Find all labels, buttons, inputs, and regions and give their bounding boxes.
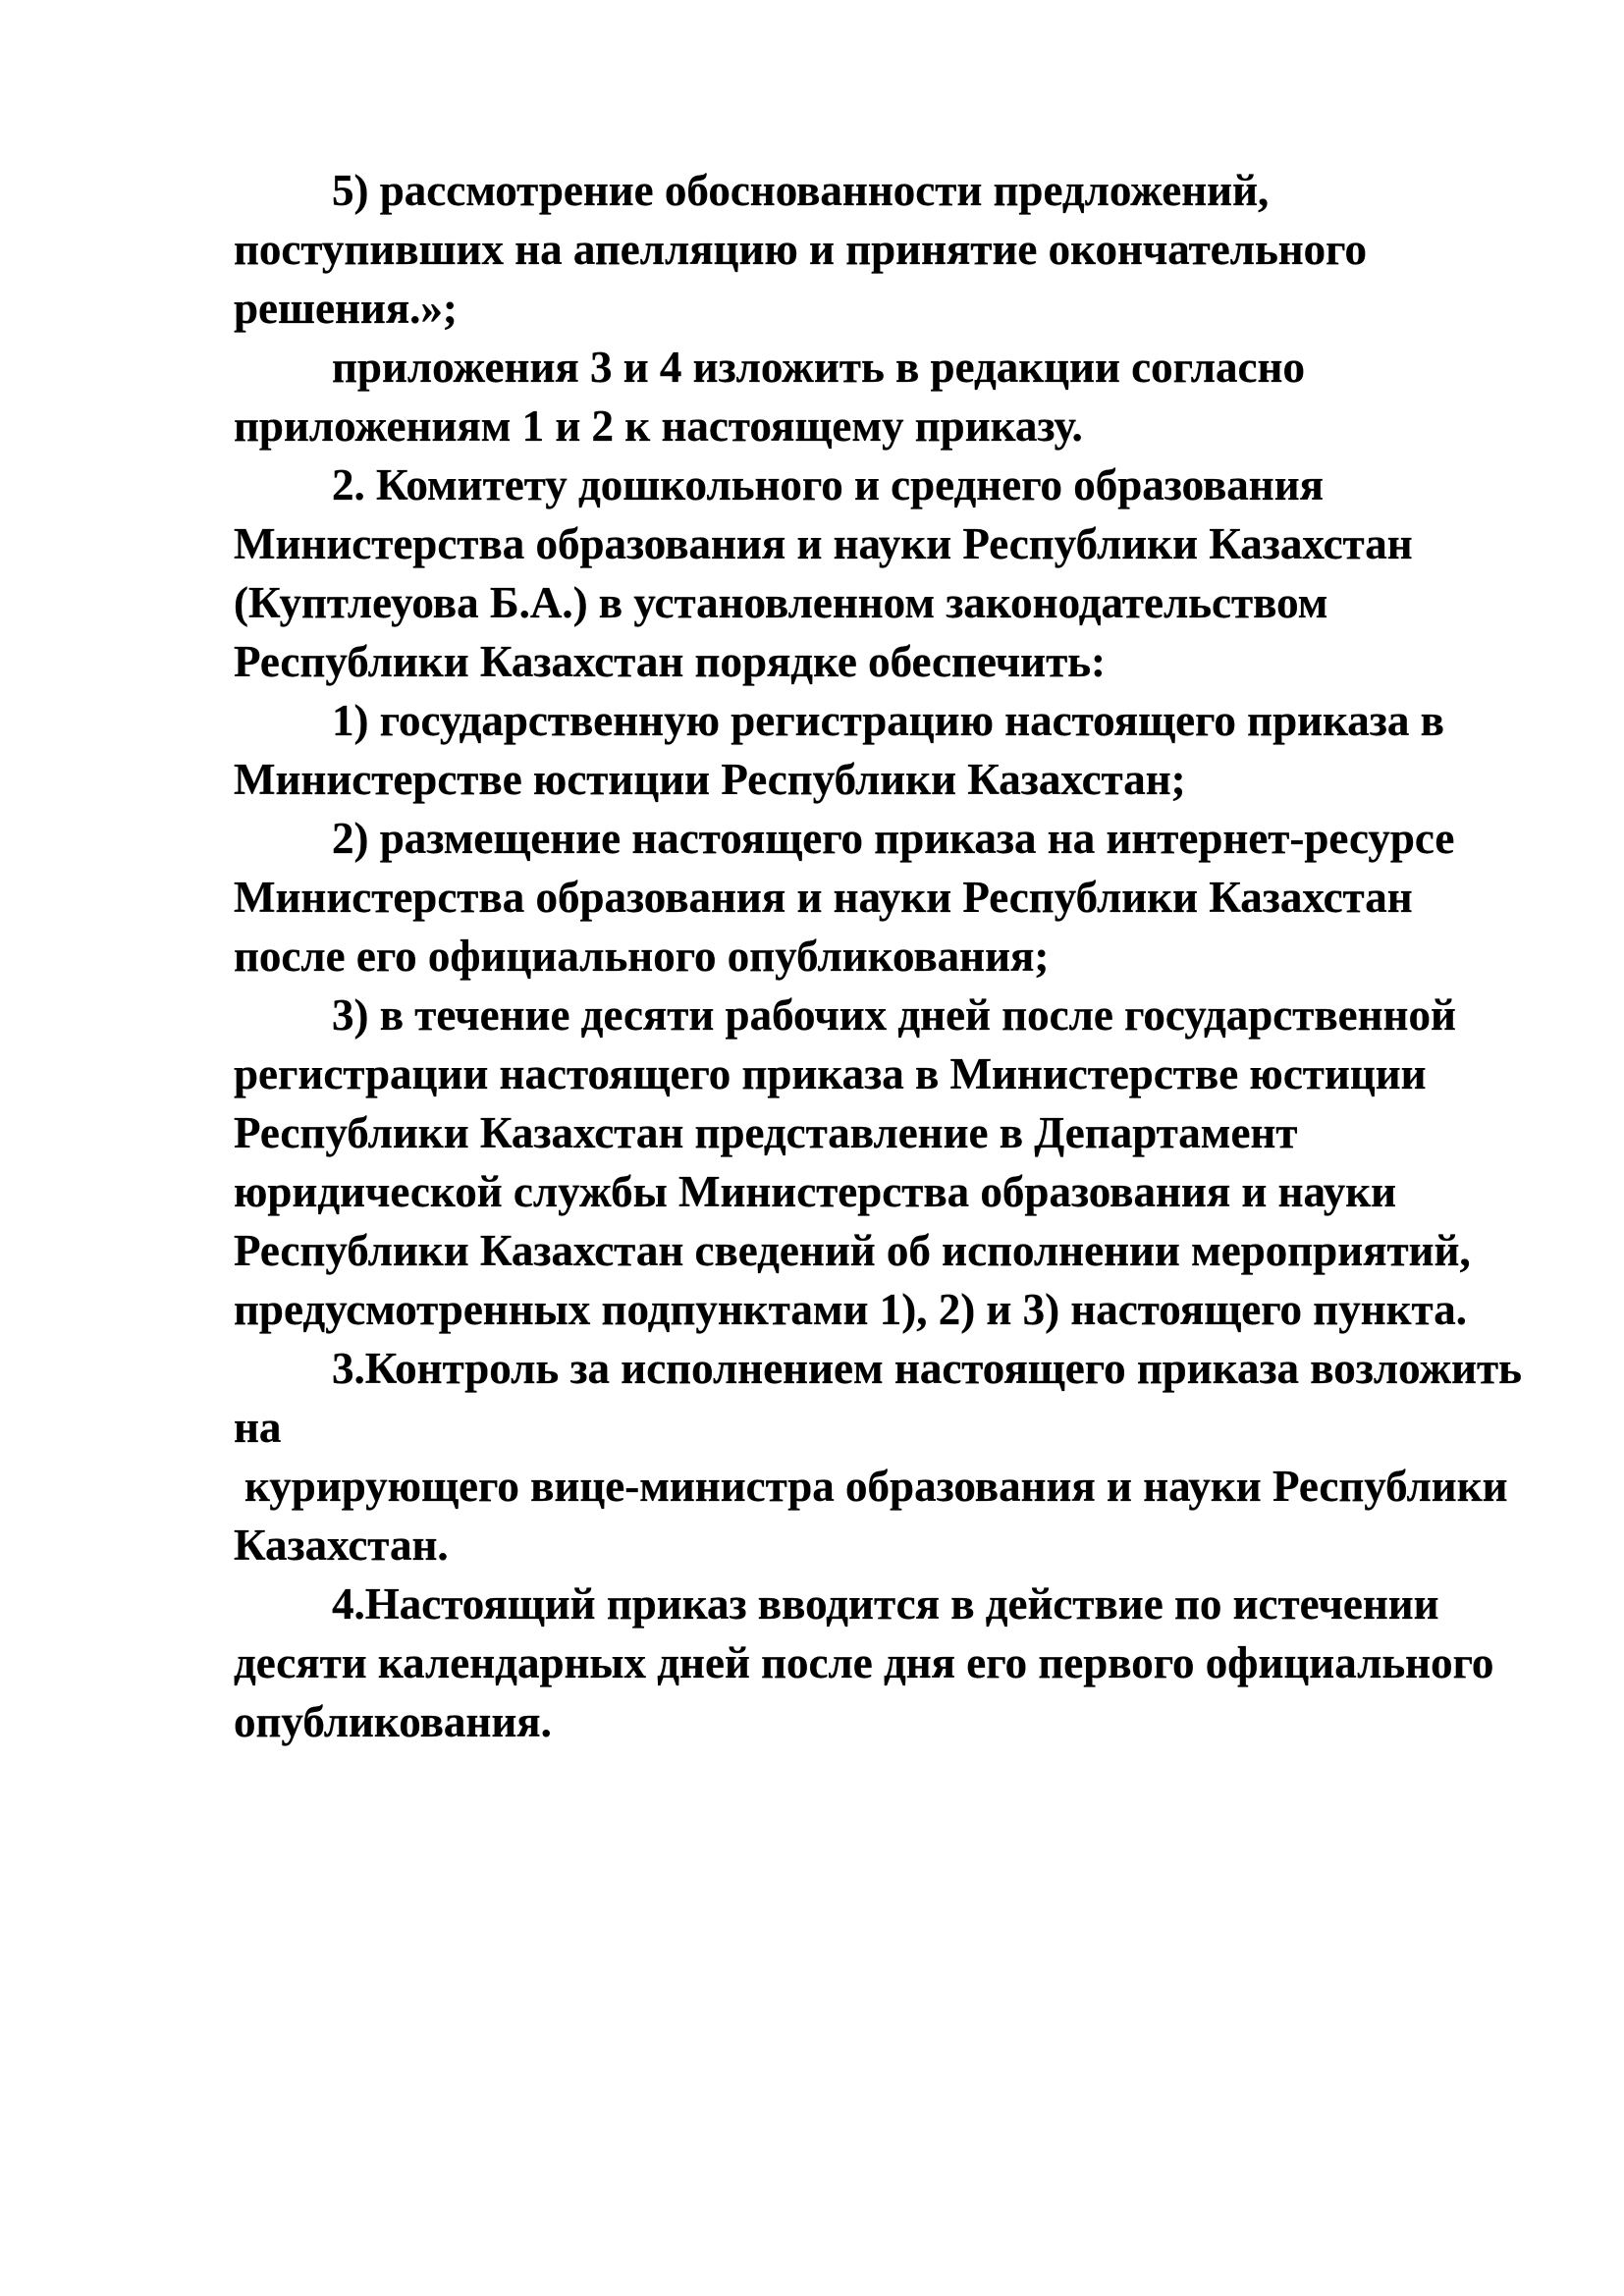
subitem-2-line-1: 2) размещение настоящего приказа на интернет-ресурсе: [332, 814, 1455, 863]
subitem-2-line-2: Министерства образования и науки Республики Казахстан: [234, 873, 1413, 922]
appendix-paragraph-line-1: приложения 3 и 4 изложить в редакции согласно: [332, 343, 1305, 392]
subitem-3-line-4: юридической службы Министерства образования и науки: [234, 1167, 1397, 1216]
item-2-line-2: Министерства образования и науки Республики Казахстан: [234, 519, 1413, 568]
item-3-line-1: 3.Контроль за исполнением настоящего приказа возложить: [332, 1344, 1522, 1393]
subitem-3-line-1: 3) в течение десяти рабочих дней после государственной: [332, 990, 1456, 1040]
item-2-line-4: Республики Казахстан порядке обеспечить:: [234, 637, 1106, 686]
subitem-2-line-3: после его официального опубликования;: [234, 932, 1050, 981]
subitem-3-line-6: предусмотренных подпунктами 1), 2) и 3) настоящего пункта.: [234, 1285, 1467, 1334]
clause-5-line-2: поступивших на апелляцию и принятие окончательного: [234, 225, 1367, 274]
clause-5-line-1: 5) рассмотрение обоснованности предложений,: [332, 166, 1270, 215]
item-3-line-2: на: [234, 1403, 282, 1452]
item-3-line-3: курирующего вице-министра образования и науки Республики: [244, 1462, 1508, 1511]
item-2-line-3: (Куптлеуова Б.А.) в установленном законодательством: [234, 578, 1328, 627]
item-4-line-1: 4.Настоящий приказ вводится в действие по истечении: [332, 1579, 1439, 1629]
item-3-line-4: Казахстан.: [234, 1521, 449, 1570]
subitem-1-line-1: 1) государственную регистрацию настоящего приказа в: [332, 696, 1444, 745]
subitem-1-line-2: Министерстве юстиции Республики Казахстан;: [234, 755, 1186, 804]
clause-5-line-3: решения.»;: [234, 284, 458, 333]
document-body: [234, 161, 1549, 1751]
item-4-line-3: опубликования.: [234, 1697, 552, 1746]
item-2-line-1: 2. Комитету дошкольного и среднего образования: [332, 460, 1324, 509]
subitem-3-line-2: регистрации настоящего приказа в Министерстве юстиции: [234, 1049, 1427, 1098]
subitem-3-line-3: Республики Казахстан представление в Департамент: [234, 1108, 1298, 1157]
item-4-line-2: десяти календарных дней после дня его первого официального: [234, 1638, 1494, 1687]
subitem-3-line-5: Республики Казахстан сведений об исполнении мероприятий,: [234, 1226, 1471, 1275]
appendix-paragraph-line-2: приложениям 1 и 2 к настоящему приказу.: [234, 401, 1083, 451]
